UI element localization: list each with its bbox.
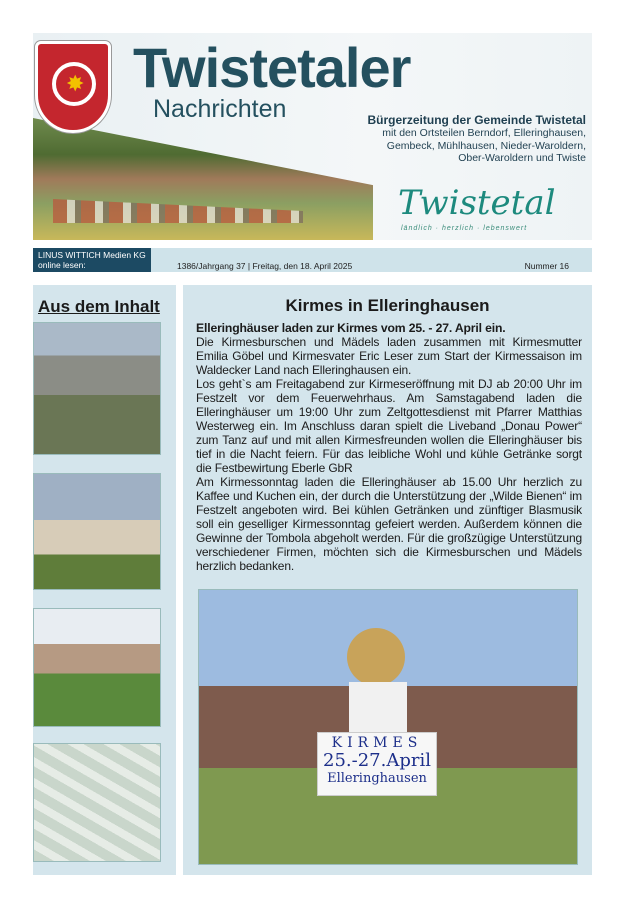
banner-line: KIRMES: [331, 735, 423, 751]
article-title: Kirmes in Elleringhausen: [285, 296, 490, 315]
masthead-title: Twistetaler: [133, 36, 411, 99]
tagline: [368, 113, 586, 165]
contents-sidebar: [33, 285, 176, 875]
thumbnail-fire-brigade[interactable]: [33, 322, 161, 455]
twistetal-logo: Twistetal: [398, 183, 556, 223]
straw-figure-head: [347, 628, 405, 686]
masthead: [33, 33, 592, 240]
main-article: [183, 285, 592, 875]
issue-number: Nummer 16: [524, 261, 569, 271]
banner-line: 25.-27.April: [323, 750, 431, 771]
article-paragraph: Am Kirmessonntag laden die Elleringhäuser ab 15.00 Uhr herzlich zu Kaffee und Kuchen ein, der durch die Unterstützung der „Wilde Bienen“ im Festzelt angeboten wird. Bei kühlen Getränken und zünftiger Blasmusik soll ein geselliger Kirmessonntag gefeiert werden. Außerdem können die Gewinne der Tombola abgeholt werden. Für die großzügige Unterstützung verschiedener Firmen, möchten sich die Kirmesburschen und Mädels herzlich bedanken.: [196, 475, 582, 573]
contents-heading: Aus dem Inhalt: [38, 297, 160, 316]
thumbnail-group-photo[interactable]: [33, 608, 161, 727]
article-lead: Elleringhäuser laden zur Kirmes vom 25. - 27. April ein.: [196, 321, 506, 335]
issue-date: 1386/Jahrgang 37 | Freitag, den 18. April 2025: [177, 261, 353, 271]
online-link[interactable]: www.wittich.de: [38, 270, 100, 280]
thumbnail-map[interactable]: [33, 743, 161, 862]
tagline-line: mit den Ortsteilen Berndorf, Elleringhausen,: [382, 127, 586, 139]
publisher-name: LINUS WITTICH Medien KG: [38, 250, 146, 260]
tagline-bold: Bürgerzeitung der Gemeinde Twistetal: [367, 113, 586, 127]
banner-line: Elleringhausen: [327, 771, 427, 786]
online-label: online lesen:: [38, 260, 86, 270]
issue-info-bar: [33, 248, 592, 280]
kirmes-banner: [317, 732, 437, 796]
article-body: [196, 321, 582, 573]
tagline-line: Ober-Waroldern und Twiste: [458, 152, 586, 164]
masthead-subtitle: Nachrichten: [153, 95, 287, 123]
tagline-line: Gembeck, Mühlhausen, Nieder-Waroldern,: [386, 139, 586, 152]
publisher-box: [33, 248, 151, 280]
coat-of-arms-icon: ✸: [35, 41, 111, 133]
article-paragraph: Die Kirmesburschen und Mädels laden zusammen mit Kirmesmutter Emilia Göbel und Kirmesvater Eric Leser zum Start der Kirmessaison im Waldecker Land nach Elleringhausen ein.: [196, 335, 582, 377]
article-paragraph: Los geht`s am Freitagabend zur Kirmeseröffnung mit DJ ab 20:00 Uhr im Festzelt vor dem Feuerwehrhaus. Am Samstagabend laden die Elleringhäuser um 19:00 Uhr zum Zeltgottesdienst mit Pfarrer Matthias Westerweg ein. Im Anschluss daran spielt die Liveband „Donau Power“ zum Tanz auf und mit allen Kirmesfreunden wollen die Elleringhäuser bis tief in die Nacht feiern. Für das leibliche Wohl und kühle Getränke sorgt die Festbewirtung Eberle GbR: [196, 377, 582, 475]
logo-slogan: ländlich · herzlich · lebenswert: [401, 225, 528, 232]
thumbnail-straw-figures[interactable]: [33, 473, 161, 590]
article-photo: [198, 589, 578, 865]
straw-figure-body: [349, 682, 407, 734]
